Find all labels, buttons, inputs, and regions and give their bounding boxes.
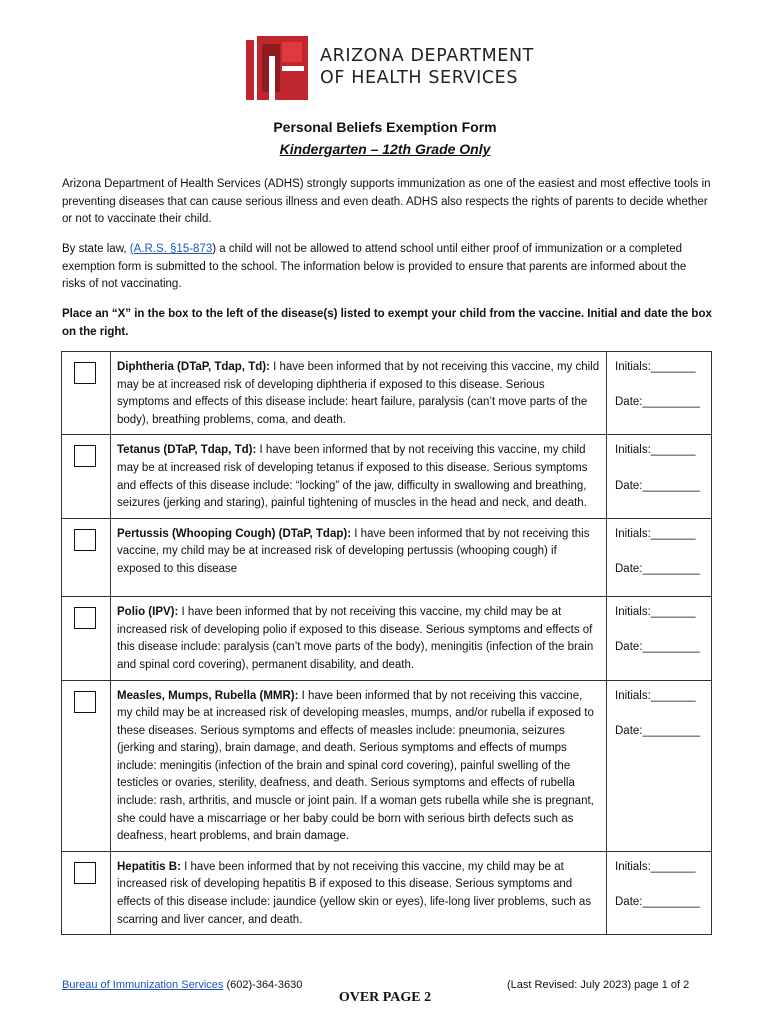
disease-description [111, 680, 607, 851]
org-name-line1: ARIZONA DEPARTMENT [320, 46, 534, 66]
initials-field[interactable]: Initials:_______ [615, 361, 696, 373]
exemption-table [61, 351, 712, 935]
disease-description [111, 597, 607, 680]
law-text-after: ) a child will not be allowed to attend school until either proof of immunization or a completed exemption form is submitted to the school. The information below is provided to ensure that parents are informed about the risks of not vaccinating. [62, 243, 687, 291]
disease-name: Tetanus (DTaP, Tdap, Td): [117, 444, 257, 457]
disease-name: Hepatitis B: [117, 860, 181, 873]
initials-date-cell [607, 680, 712, 851]
disease-text: I have been informed that by not receiving this vaccine, my child may be at increased risk of developing tetanus if exposed to this disease. Serious symptoms and effects of this disease include: “locking” of the jaw, difficulty in swallowing and breathing, seizures (jerking and staring), painful tightening of muscles in the head and neck, and death. [117, 444, 588, 510]
bureau-link[interactable]: Bureau of Immunization Services [62, 979, 224, 991]
form-title: Personal Beliefs Exemption Form [273, 119, 497, 135]
date-field[interactable]: Date:_________ [615, 641, 701, 654]
adhs-logo-icon [246, 36, 308, 100]
exempt-checkbox[interactable] [74, 529, 96, 551]
org-name [320, 45, 534, 89]
date-field[interactable]: Date:_________ [615, 896, 701, 909]
checkbox-cell [62, 851, 111, 934]
exempt-checkbox[interactable] [74, 445, 96, 467]
date-field[interactable]: Date:_________ [615, 396, 701, 409]
initials-date-cell [607, 851, 712, 934]
disease-text: I have been informed that by not receiving this vaccine, my child may be at increased risk of developing hepatitis B if exposed to this disease. Serious symptoms and effects of this disease include: jaundice (yellow skin or eyes), life-long liver problems, such as scarring and liver cancer, and death. [117, 860, 592, 926]
exempt-checkbox[interactable] [74, 862, 96, 884]
initials-date-cell [607, 352, 712, 435]
initials-date-cell [607, 597, 712, 680]
date-field[interactable]: Date:_________ [615, 724, 701, 737]
table-row [62, 435, 712, 518]
table-row [62, 680, 712, 851]
checkbox-cell [62, 518, 111, 596]
disease-description [111, 352, 607, 435]
disease-text: I have been informed that by not receiving this vaccine, my child may be at increased risk of developing measles, mumps, and/or rubella if exposed to these diseases. Serious symptoms and effects of measles include: pneumonia, seizures (jerking and staring), brain damage, and death. Serious symptoms and effects of mumps include: meningitis (infection of the brain and spinal cord covering), painful swelling of the testicles or ovaries, sterility, deafness, and death. Serious symptoms and effects of rubella include: rash, arthritis, and muscle or joint pain. If a woman gets rubella while she is pregnant, she could have a miscarriage or her baby could be born with serious birth defects such as deafness, heart problems, and brain damage. [117, 689, 594, 843]
exempt-checkbox[interactable] [74, 362, 96, 384]
intro-paragraph: Arizona Department of Health Services (ADHS) strongly supports immunization as one of the easiest and most effective tools in preventing diseases that can cause serious illness and even death. ADHS also respects the rights of parents to decide whether or not to vaccinate their child. [62, 178, 711, 226]
initials-field[interactable]: Initials:_______ [615, 606, 696, 619]
revision-info: (Last Revised: July 2023) page 1 of 2 [507, 979, 690, 991]
adhs-logo [246, 36, 534, 100]
disease-description [111, 518, 607, 596]
disease-name: Polio (IPV): [117, 606, 179, 619]
law-paragraph [62, 241, 712, 294]
date-field[interactable]: Date:_________ [615, 479, 701, 492]
disease-name: Measles, Mumps, Rubella (MMR): [117, 689, 299, 702]
bureau-phone: (602)-364-3630 [223, 979, 303, 991]
disease-description [111, 435, 607, 518]
disease-name: Pertussis (Whooping Cough) (DTaP, Tdap): [117, 527, 352, 540]
over-page-note: OVER PAGE 2 [338, 990, 432, 1005]
disease-description [111, 851, 607, 934]
initials-date-cell [607, 435, 712, 518]
checkbox-cell [62, 597, 111, 680]
checkbox-cell [62, 352, 111, 435]
statute-link[interactable]: (A.R.S. §15-873 [129, 243, 213, 255]
checkbox-cell [62, 680, 111, 851]
checkbox-cell [62, 435, 111, 518]
disease-name: Diphtheria (DTaP, Tdap, Td): [117, 361, 270, 373]
exempt-checkbox[interactable] [74, 691, 96, 713]
table-row [62, 518, 712, 596]
initials-field[interactable]: Initials:_______ [615, 860, 696, 873]
disease-text: I have been informed that by not receiving this vaccine, my child may be at increased risk of developing polio if exposed to this disease. Serious symptoms and effects of this disease include: paralysis (can’t move parts of the body), meningitis (infection of the brain and spinal cord covering), permanent disability, and death. [117, 606, 594, 671]
initials-date-cell [607, 518, 712, 596]
exempt-checkbox[interactable] [74, 607, 96, 629]
date-field[interactable]: Date:_________ [615, 562, 701, 575]
disease-text: I have been informed that by not receiving this vaccine, my child may be at increased risk of developing pertussis (whooping cough) if exposed to this disease [117, 527, 590, 575]
initials-field[interactable]: Initials:_______ [615, 527, 696, 540]
initials-field[interactable]: Initials:_______ [615, 689, 696, 702]
table-row [62, 597, 712, 680]
form-subtitle: Kindergarten – 12th Grade Only [279, 141, 491, 157]
table-row [62, 851, 712, 934]
disease-text: I have been informed that by not receiving this vaccine, my child may be at increased risk of developing diphtheria if exposed to this disease. Serious symptoms and effects of this disease include: heart failure, paralysis (can’t move parts of the body), breathing problems, coma, and death. [117, 361, 600, 426]
instructions: Place an “X” in the box to the left of the disease(s) listed to exempt your child from the vaccine. Initial and date the box on the right. [62, 308, 712, 338]
law-text-before: By state law, [62, 243, 130, 255]
org-name-line2: OF HEALTH SERVICES [320, 68, 519, 88]
initials-field[interactable]: Initials:_______ [615, 444, 696, 457]
table-row [62, 352, 712, 435]
